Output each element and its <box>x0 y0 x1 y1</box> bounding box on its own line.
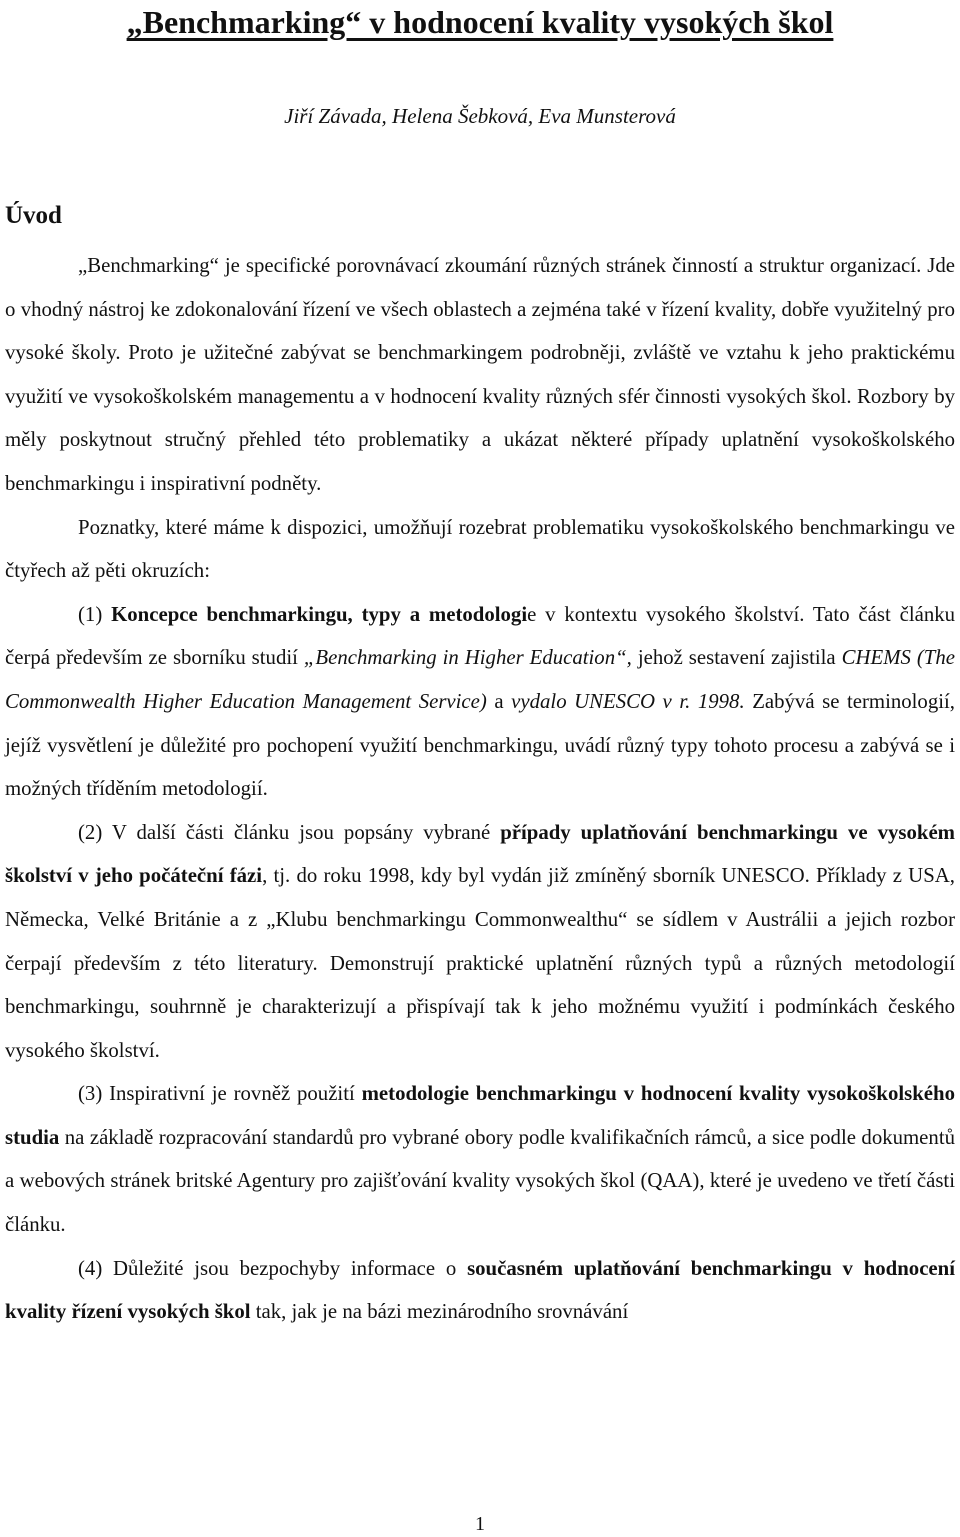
paragraph-text: Zabývá se terminologií, jejíž vysvětlení je důležité pro pochopení využití benchmarkingu, uvádí různý typy tohoto procesu a zabývá se i možných tříděním metodologií. <box>5 689 955 801</box>
italic-phrase: CHEMS (The Commonwealth Higher Education Management Service) <box>5 646 955 713</box>
document-authors: Jiří Závada, Helena Šebková, Eva Munsterová <box>284 104 676 128</box>
paragraph-item-2 <box>5 811 955 1073</box>
paragraph-intro <box>5 244 955 506</box>
paragraph-text: (3) Inspirativní je rovněž použití <box>78 1082 362 1106</box>
paragraph-text: e v kontextu vysokého školství. Tato část článku čerpá především ze sborníku studií <box>5 602 956 670</box>
paragraph-text: (1) <box>78 602 112 626</box>
bold-phrase: případy uplatňování benchmarkingu ve vysokém školství v jeho počáteční fázi <box>5 820 955 888</box>
paragraph-text: na základě rozpracování standardů pro vybrané obory podle kvalifikačních rámců, a sice podle dokumentů a webových stránek britské Agentury pro zajišťování kvality vysokých škol (QAA), které je uvedeno ve třetí části článku. <box>5 1125 955 1237</box>
paragraph-item-1 <box>5 593 955 811</box>
document-body <box>5 244 955 1334</box>
document-title: „Benchmarking“ v hodnocení kvality vysokých škol <box>126 4 834 40</box>
paragraph-text: (2) V další části článku jsou popsány vybrané <box>78 820 501 844</box>
paragraph-text: „Benchmarking“ je specifické porovnávací zkoumání různých stránek činností a struktur organizací. Jde o vhodný nástroj ke zdokonalování řízení ve všech oblastech a zejména také v řízení kvality, dobře využitelný pro vysoké školy. Proto je užitečné zabývat se benchmarkingem podrobněji, zvláště ve vztahu k jeho praktickému využití ve vysokoškolském managementu a v hodnocení kvality různých sfér činnosti vysokých škol. Rozbory by měly poskytnout stručný přehled této problematiky a ukázat některé případy uplatnění vysokoškolského benchmarkingu i inspirativní podněty. <box>5 254 955 495</box>
paragraph-overview <box>5 506 955 593</box>
paragraph-text: tak, jak je na bázi mezinárodního srovnávání <box>250 1300 629 1324</box>
paragraph-text: (4) Důležité jsou bezpochyby informace o <box>78 1256 468 1280</box>
page-number: 1 <box>475 1513 485 1535</box>
paragraph-text: Poznatky, které máme k dispozici, umožňují rozebrat problematiku vysokoškolského benchmarkingu ve čtyřech až pěti okruzích: <box>5 515 955 583</box>
bold-phrase: metodologie benchmarkingu v hodnocení kvality vysokoškolského studia <box>5 1082 955 1149</box>
paragraph-item-4 <box>5 1247 955 1334</box>
paragraph-item-3 <box>5 1072 955 1246</box>
bold-phrase: současném uplatňování benchmarkingu v hodnocení kvality řízení vysokých škol <box>5 1256 956 1324</box>
bold-phrase: Koncepce benchmarkingu, typy a metodologi <box>111 602 528 626</box>
italic-phrase: vydalo UNESCO v r. 1998. <box>511 689 745 713</box>
italic-phrase: „Benchmarking in Higher Education“, <box>303 646 632 670</box>
section-heading: Úvod <box>5 202 62 229</box>
paragraph-text: a <box>486 689 512 713</box>
paragraph-text: , tj. do roku 1998, kdy byl vydán již zmíněný sborník UNESCO. Příklady z USA, Německa, Velké Británie a z „Klubu benchmarkingu Commonwealthu“ se sídlem v Austrálii a jejich rozbor čerpají především z této literatury. Demonstrují praktické uplatnění různých typů a různých metodologií benchmarkingu, souhrnně je charakterizují a přispívají tak k jeho možnému využití i podmínkách českého vysokého školství. <box>5 864 955 1062</box>
paragraph-text: jehož sestavení zajistila <box>631 646 842 670</box>
